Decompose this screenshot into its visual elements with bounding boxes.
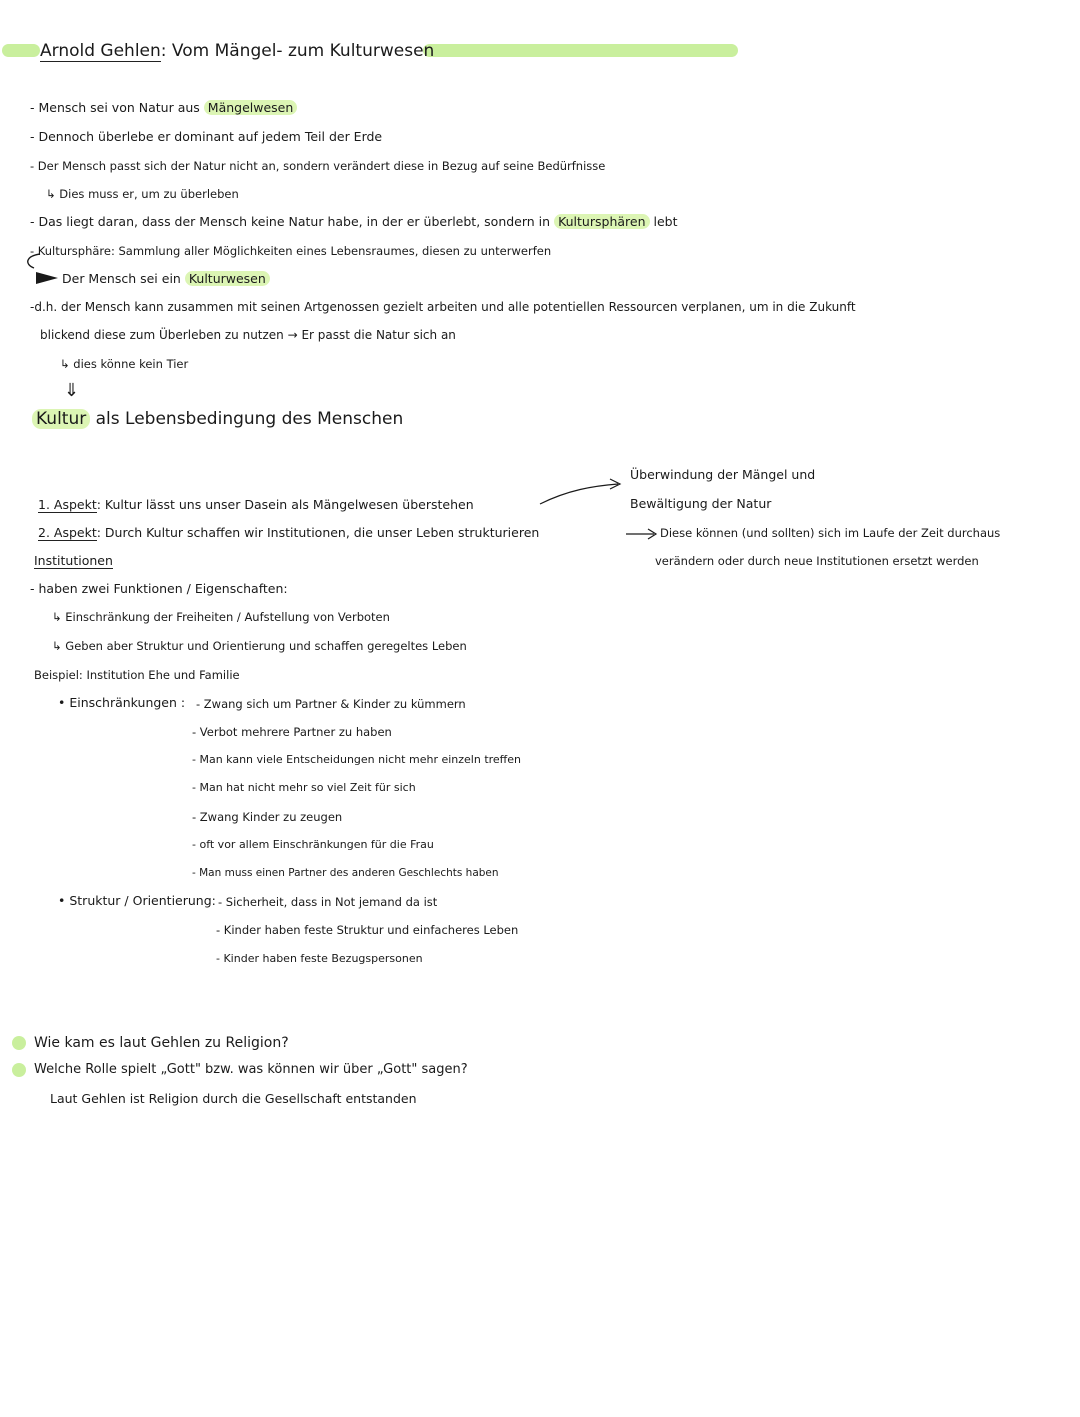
- einschraenkung-item: [192, 723, 392, 741]
- institutionen-sub: [52, 608, 390, 626]
- institutionen-text: ↳ Geben aber Struktur und Orientierung und schaffen geregeltes Leben: [52, 639, 467, 653]
- item-text: - Man kann viele Entscheidungen nicht mehr einzeln treffen: [192, 753, 522, 766]
- beispiel-text: Beispiel: Institution Ehe und Familie: [34, 668, 240, 682]
- institutionen-sub: [52, 637, 467, 655]
- item-text: - Man hat nicht mehr so viel Zeit für sich: [192, 781, 416, 794]
- intro-text: Der Mensch sei ein: [62, 271, 185, 286]
- question-text: Wie kam es laut Gehlen zu Religion?: [34, 1035, 289, 1051]
- aspect-2-label: 2. Aspekt: [38, 525, 97, 540]
- einschraenkung-item: [192, 808, 342, 826]
- side-note-mid-1: [660, 524, 1000, 542]
- question-1: [34, 1034, 289, 1052]
- heading-text: als Lebensbedingung des Menschen: [90, 409, 404, 429]
- title-text: : Vom Mängel- zum Kulturwesen: [160, 41, 435, 61]
- struktur-item: [216, 921, 518, 939]
- question-bullet: [12, 1063, 26, 1077]
- intro-line: [30, 128, 382, 146]
- intro-text: - Dennoch überlebe er dominant auf jedem Teil der Erde: [30, 129, 383, 144]
- side-note-text: Bewältigung der Natur: [630, 496, 772, 511]
- item-text: - Sicherheit, dass in Not jemand da ist: [218, 895, 438, 909]
- page-title: [40, 40, 434, 62]
- einschraenkungen-label: [58, 694, 185, 712]
- item-text: - Zwang Kinder zu zeugen: [192, 810, 343, 824]
- einschraenkung-item: [196, 695, 466, 713]
- item-text: - Man muss einen Partner des anderen Geschlechts haben: [192, 867, 499, 879]
- side-note-top-2: [630, 495, 771, 513]
- intro-line: [30, 157, 605, 175]
- aspect-1-text: : Kultur lässt uns unser Dasein als Mängelwesen überstehen: [96, 497, 474, 512]
- dh-text: ↳ dies könne kein Tier: [60, 357, 189, 371]
- institutionen-heading: [34, 552, 113, 570]
- institutionen-text: - haben zwei Funktionen / Eigenschaften:: [30, 581, 288, 596]
- institutionen-text: ↳ Einschränkung der Freiheiten / Aufstellung von Verboten: [52, 610, 390, 624]
- struktur-item: [218, 893, 437, 911]
- item-text: - Kinder haben feste Bezugspersonen: [216, 952, 423, 965]
- intro-line: [62, 270, 270, 288]
- side-note-top-1: [630, 466, 815, 484]
- intro-line: [30, 242, 551, 260]
- dh-line-1: [30, 298, 856, 316]
- intro-subline: [46, 185, 239, 203]
- kultur-heading: [32, 408, 403, 430]
- answer: [50, 1090, 417, 1108]
- label-text: • Struktur / Orientierung:: [58, 893, 216, 908]
- aspect-2: [38, 524, 539, 542]
- highlight-term: Kultursphären: [554, 214, 649, 229]
- title-highlight-right: [423, 44, 738, 57]
- side-note-mid-2: [655, 552, 979, 570]
- intro-text: - Der Mensch passt sich der Natur nicht an, sondern verändert diese in Bezug auf seine Bedürfnisse: [30, 159, 606, 173]
- item-text: - Kinder haben feste Struktur und einfacheres Leben: [216, 923, 519, 937]
- dh-line-3: [60, 355, 188, 373]
- einschraenkung-item: [192, 779, 416, 797]
- question-2: [34, 1061, 468, 1079]
- highlight-term: Kulturwesen: [185, 271, 270, 286]
- intro-text: - Das liegt daran, dass der Mensch keine Natur habe, in der er überlebt, sondern in: [30, 214, 555, 229]
- aspect-1: [38, 496, 474, 514]
- title-author: Arnold Gehlen: [40, 41, 161, 61]
- einschraenkung-item: [192, 836, 434, 854]
- arrow-icon: [538, 478, 628, 508]
- aspect-2-text: : Durch Kultur schaffen wir Institutionen, die unser Leben strukturieren: [96, 525, 540, 540]
- double-arrow-down-icon: [64, 382, 79, 400]
- item-text: - Verbot mehrere Partner zu haben: [192, 725, 392, 739]
- struktur-label: [58, 892, 216, 910]
- beispiel-heading: [34, 666, 240, 684]
- title-highlight-left: [2, 44, 40, 57]
- einschraenkung-item: [192, 864, 499, 882]
- einschraenkung-item: [192, 751, 521, 769]
- struktur-item: [216, 950, 423, 968]
- intro-text: ↳ Dies muss er, um zu überleben: [46, 187, 239, 201]
- highlight-term: Kultur: [32, 409, 90, 429]
- question-bullet: [12, 1036, 26, 1050]
- intro-text: lebt: [649, 214, 678, 229]
- intro-line: [30, 213, 678, 231]
- highlight-term: Mängelwesen: [204, 100, 298, 115]
- side-note-text: Überwindung der Mängel und: [630, 467, 816, 482]
- dh-text: blickend diese zum Überleben zu nutzen → Er passt die Natur sich an: [40, 328, 456, 342]
- arrow-icon: [624, 527, 664, 541]
- heading-text: Institutionen: [34, 553, 113, 568]
- answer-text: Laut Gehlen ist Religion durch die Gesellschaft entstanden: [50, 1091, 417, 1106]
- item-text: - oft vor allem Einschränkungen für die Frau: [192, 838, 434, 851]
- item-text: - Zwang sich um Partner & Kinder zu kümmern: [196, 697, 466, 711]
- dh-text: -d.h. der Mensch kann zusammen mit seinen Artgenossen gezielt arbeiten und alle potentiellen Ressourcen verplanen, um in die Zukunft: [30, 300, 856, 314]
- question-text: Welche Rolle spielt „Gott" bzw. was können wir über „Gott" sagen?: [34, 1062, 468, 1077]
- intro-line: [30, 99, 297, 117]
- intro-text: - Kultursphäre: Sammlung aller Möglichkeiten eines Lebensraumes, diesen zu unterwerfen: [30, 244, 552, 258]
- dh-line-2: [40, 326, 456, 344]
- side-note-text: Diese können (und sollten) sich im Laufe der Zeit durchaus: [660, 526, 1001, 540]
- side-note-text: verändern oder durch neue Institutionen ersetzt werden: [655, 554, 979, 568]
- label-text: • Einschränkungen :: [58, 695, 186, 710]
- intro-text: - Mensch sei von Natur aus: [30, 100, 204, 115]
- dh-arrow: ⇓: [64, 380, 80, 401]
- institutionen-line: [30, 580, 288, 598]
- aspect-1-label: 1. Aspekt: [38, 497, 97, 512]
